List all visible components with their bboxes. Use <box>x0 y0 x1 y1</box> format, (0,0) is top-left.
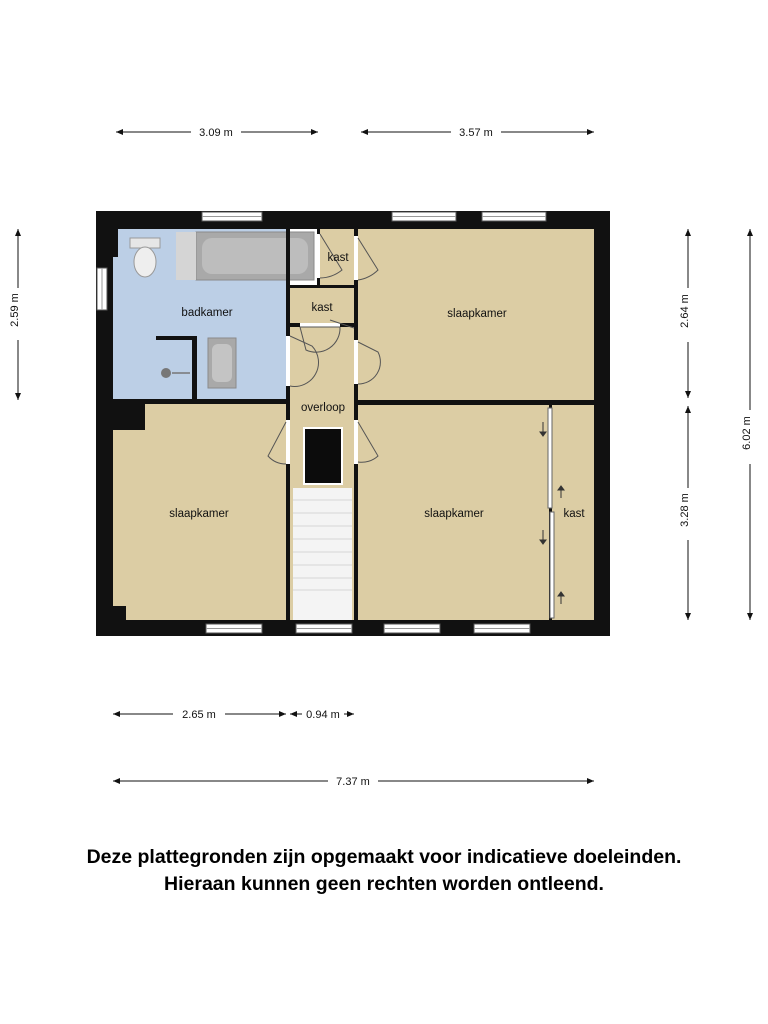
room-label-slaapkamer-ne: slaapkamer <box>447 308 507 320</box>
room-label-badkamer: badkamer <box>181 307 233 319</box>
room-label-kast-mid: kast <box>311 302 333 314</box>
sliding-door <box>548 408 552 508</box>
dim-top-left: 3.09 m <box>199 127 233 139</box>
shower-drain <box>161 368 171 378</box>
room-label-slaapkamer-sw: slaapkamer <box>169 508 229 520</box>
room-label-kast-right: kast <box>563 508 585 520</box>
dim-bottom-mid: 0.94 m <box>306 709 340 721</box>
disclaimer-line-1: Deze plattegronden zijn opgemaakt voor indicatieve doeleinden. <box>86 846 682 868</box>
dim-right-total: 6.02 m <box>741 416 753 450</box>
toilet-bowl <box>134 247 156 277</box>
dim-left: 2.59 m <box>9 293 21 327</box>
stair-opening <box>304 428 342 484</box>
disclaimer-line-2: Hieraan kunnen geen rechten worden ontleend. <box>164 873 604 895</box>
dim-bottom-left: 2.65 m <box>182 709 216 721</box>
dim-right-upper: 2.64 m <box>679 294 691 328</box>
dim-bottom-total: 7.37 m <box>336 776 370 788</box>
sliding-door <box>550 512 554 618</box>
dim-right-lower: 3.28 m <box>679 493 691 527</box>
dim-top-right: 3.57 m <box>459 127 493 139</box>
room-label-overloop: overloop <box>300 402 346 414</box>
bath-side-panel <box>176 232 196 280</box>
room-label-kast-top: kast <box>327 252 349 264</box>
room-label-slaapkamer-se: slaapkamer <box>424 508 484 520</box>
